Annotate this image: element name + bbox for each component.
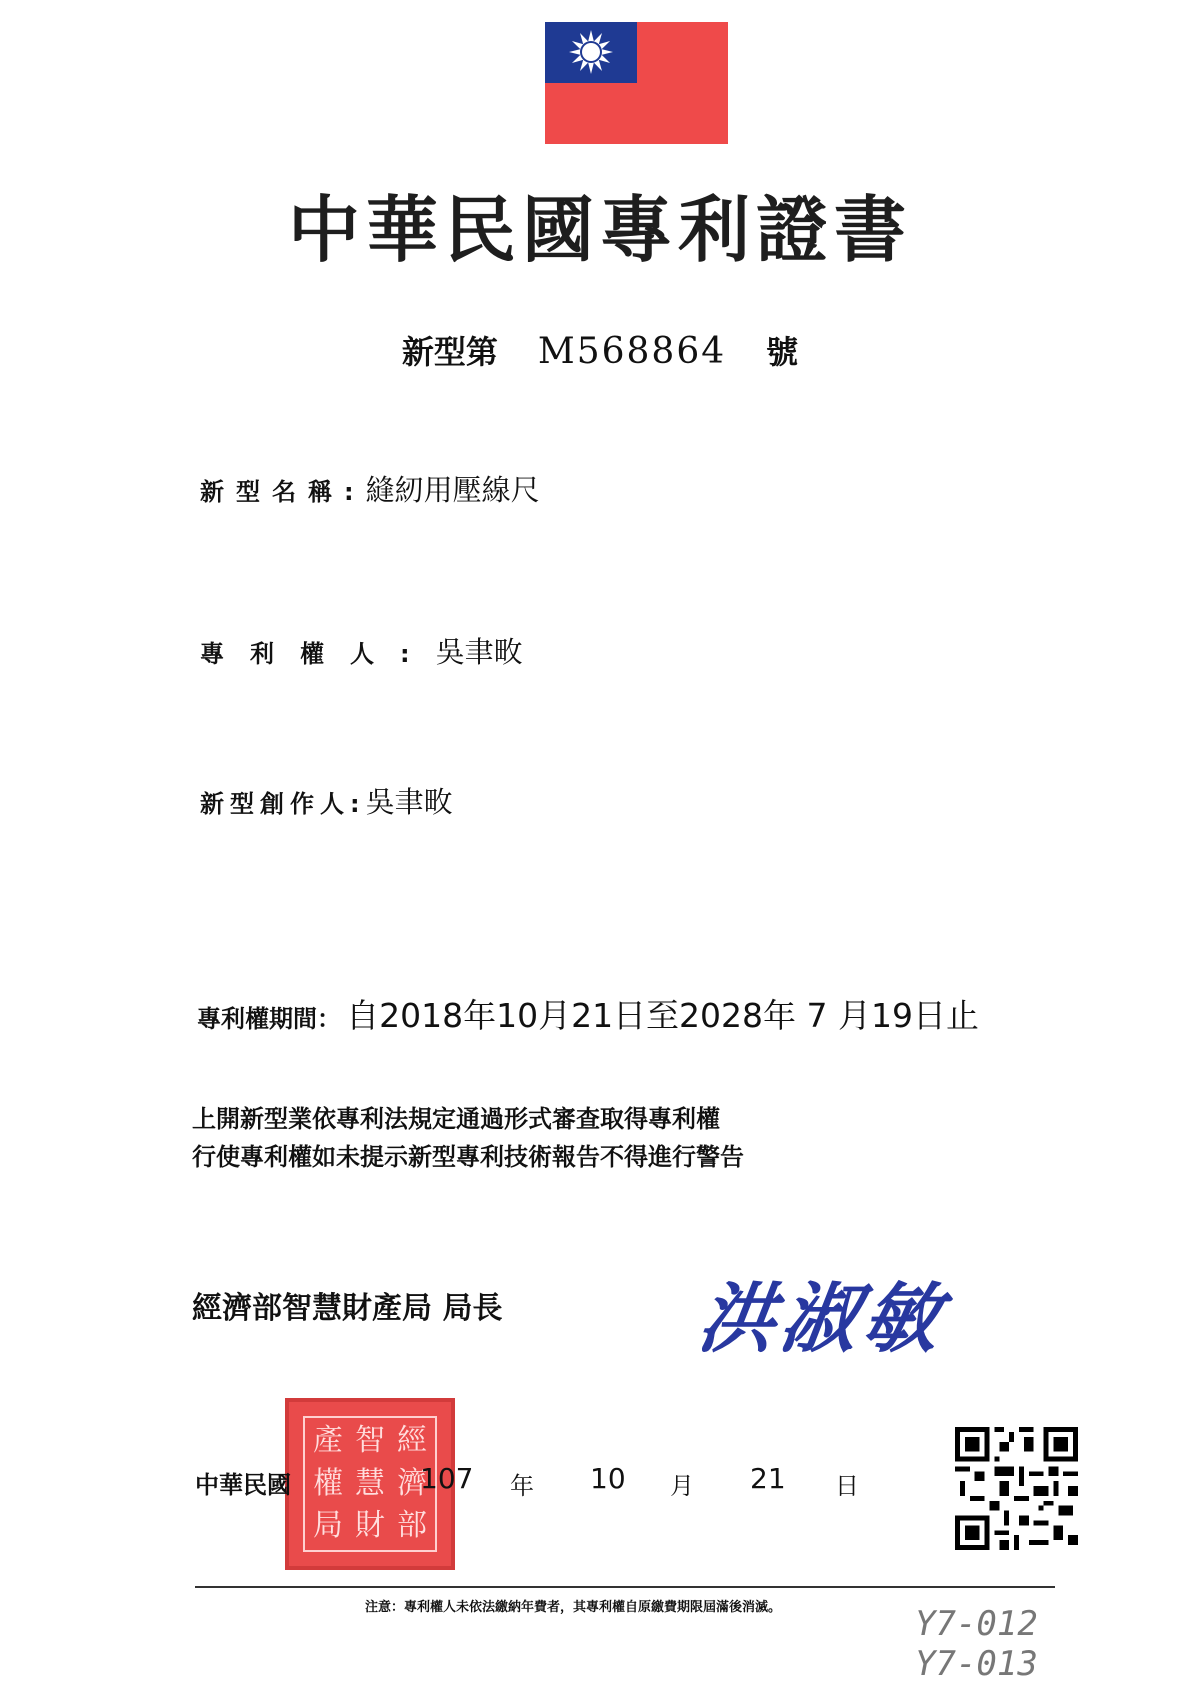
field-creator <box>200 780 453 821</box>
field-value: 吳聿畋 <box>365 785 453 819</box>
patent-number: M568864 <box>537 331 727 372</box>
white-sun-icon <box>545 22 637 83</box>
issue-date-day: 21 <box>750 1462 786 1495</box>
field-value: 吳聿畋 <box>435 635 523 669</box>
issuer-title: 經濟部智慧財產局 局長 <box>192 1291 503 1326</box>
field-value: 縫紉用壓線尺 <box>365 473 540 507</box>
period-label: 專利權期間： <box>197 1005 341 1033</box>
patent-period <box>197 990 979 1037</box>
issue-date-year: 107 <box>420 1462 474 1495</box>
national-flag <box>545 22 728 144</box>
issue-date-month: 10 <box>590 1462 626 1495</box>
handwritten-note: Y7-013 <box>915 1644 1038 1684</box>
patent-number-prefix: 新型第 <box>401 333 498 371</box>
footnote: 注意：專利權人未依法繳納年費者，其專利權自原繳費期限屆滿後消滅。 <box>365 1600 782 1615</box>
issue-date-day-unit: 日 <box>835 1472 859 1500</box>
patent-number-line <box>0 327 1200 373</box>
official-seal: 產 智 經 權 慧 濟 局 財 部 <box>285 1398 455 1570</box>
field-new-model-name <box>200 468 540 509</box>
issue-date-month-unit: 月 <box>670 1472 694 1500</box>
certificate-title: 中華民國專利證書 <box>287 187 912 272</box>
certificate-notice <box>192 1100 744 1176</box>
footer-rule <box>195 1586 1055 1588</box>
field-label: 專利權人: <box>200 640 436 668</box>
field-patentee <box>200 630 523 671</box>
handwritten-note: Y7-012 <box>915 1604 1038 1644</box>
notice-line: 上開新型業依專利法規定通過形式審查取得專利權 <box>192 1105 720 1133</box>
issue-date-era: 中華民國 <box>195 1471 291 1499</box>
patent-number-suffix: 號 <box>766 333 799 371</box>
qr-code <box>955 1427 1078 1550</box>
notice-line: 行使專利權如未提示新型專利技術報告不得進行警告 <box>192 1143 744 1171</box>
flag-canton <box>545 22 637 83</box>
issue-date-year-unit: 年 <box>510 1472 534 1500</box>
field-label: 新型創作人: <box>200 790 366 818</box>
field-label: 新型名稱: <box>200 478 366 506</box>
director-signature: 洪淑敏 <box>692 1274 952 1363</box>
period-text: 自2018年10月21日至2028年 7 月19日止 <box>346 996 980 1035</box>
